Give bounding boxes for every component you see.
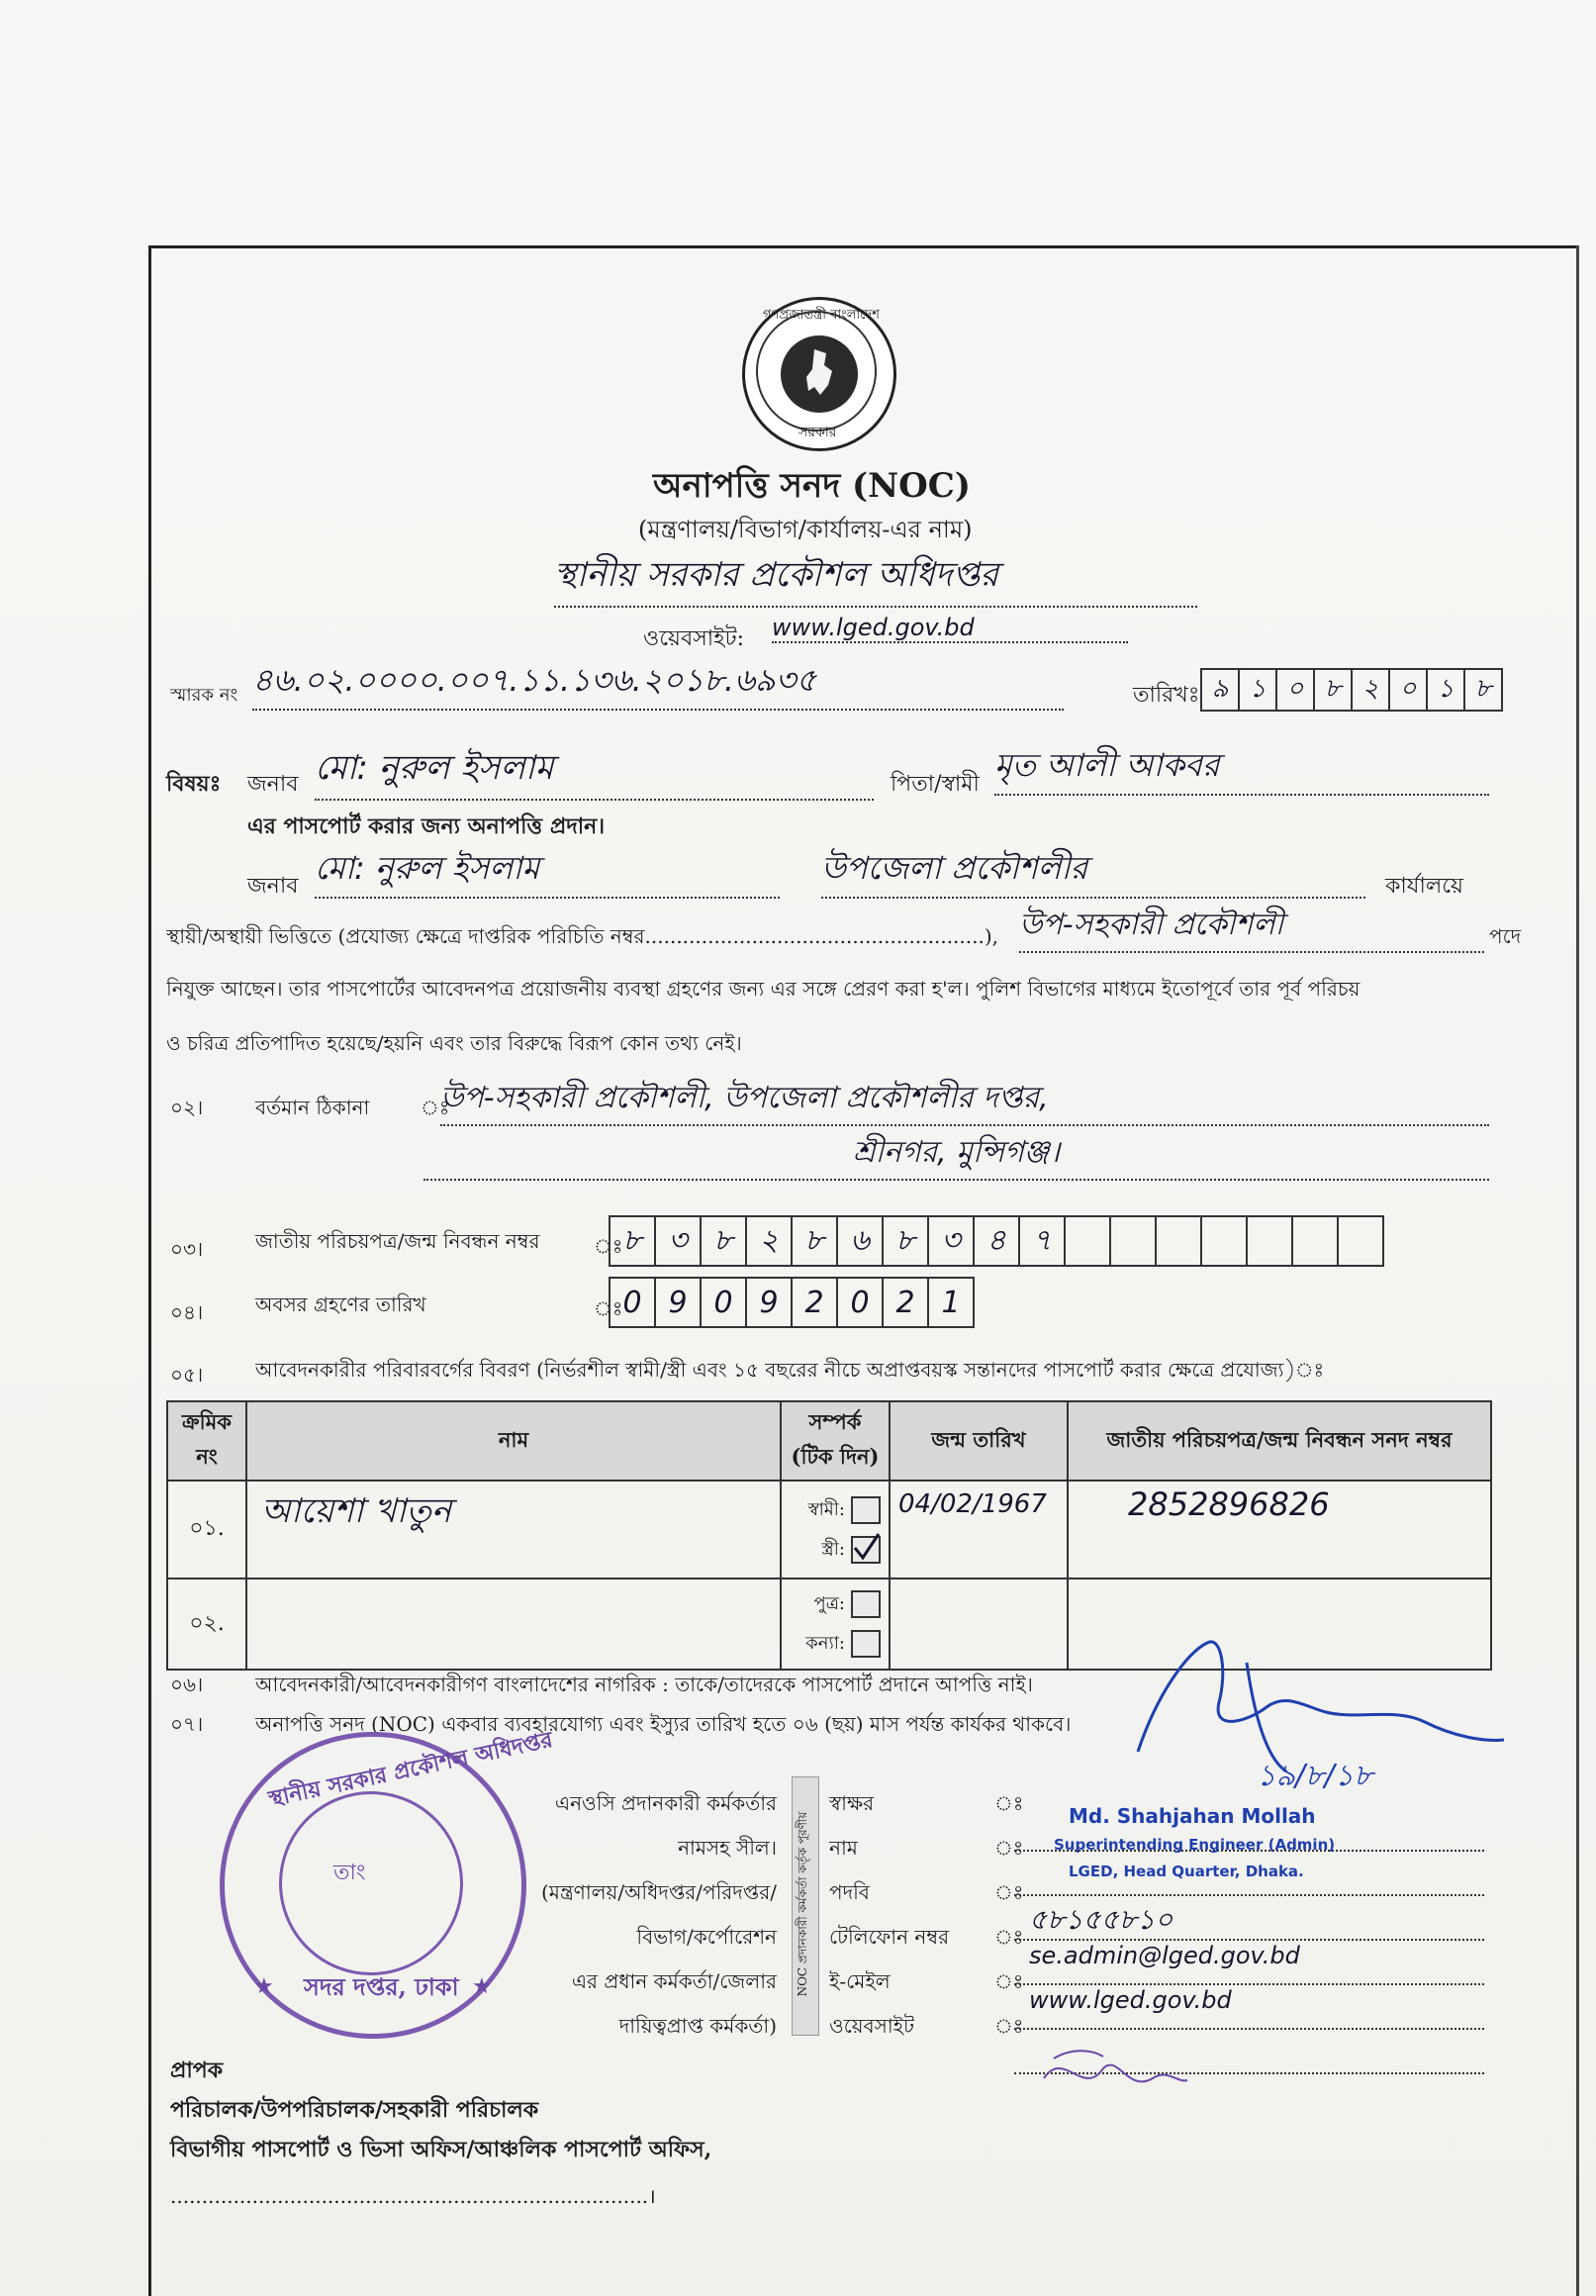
- date-digit-box: ৮: [1463, 668, 1503, 712]
- column-header-name: নাম: [246, 1401, 781, 1481]
- subject-label: বিষয়ঃ: [166, 771, 222, 797]
- officer-email: se.admin@lged.gov.bd: [1029, 1942, 1300, 1969]
- frame-top-border: [148, 245, 1578, 248]
- row-name: আয়েশা খাতুন: [246, 1481, 781, 1578]
- label-signature: স্বাক্ষর: [829, 1791, 875, 1815]
- nid-digit-box: ৮: [700, 1215, 747, 1267]
- stamp-star-right-icon: ★: [472, 1974, 492, 1999]
- retire-digit-box: 2: [882, 1277, 929, 1328]
- designation-handwritten: উপ-সহকারী প্রকৌশলী: [1019, 901, 1484, 953]
- item-07-number: ০৭।: [170, 1712, 204, 1736]
- relation-daughter-checkbox[interactable]: [851, 1630, 881, 1658]
- item-04-label: অবসর গ্রহণের তারিখ: [255, 1292, 426, 1316]
- row-dob: [890, 1578, 1068, 1670]
- stamp-outer-text: স্থানীয় সরকার প্রকৌশল অধিদপ্তর: [266, 1726, 555, 1813]
- retire-digit-box: 1: [927, 1277, 975, 1328]
- recipient-line-3: ............................................................................।: [170, 2184, 656, 2208]
- label-phone: টেলিফোন নম্বর: [829, 1925, 950, 1949]
- date-digit-box: ৯: [1200, 668, 1240, 712]
- relation-wife-checkbox[interactable]: [851, 1536, 881, 1564]
- initials-signature-icon: [1034, 2039, 1192, 2118]
- nid-digit-box: [1246, 1215, 1293, 1267]
- recipient-label: প্রাপক: [170, 2057, 224, 2083]
- retire-digit-box: 0: [700, 1277, 747, 1328]
- retire-digit-box: 9: [745, 1277, 793, 1328]
- body-paragraph-2: ও চরিত্র প্রতিপাদিত হয়েছে/হয়নি এবং তার বিরুদ্ধে বিরূপ কোন তথ্য নেই।: [166, 1031, 742, 1055]
- relation-husband-checkbox[interactable]: [851, 1496, 881, 1524]
- checkmark-icon: [851, 1532, 881, 1562]
- date-digit-box: ৮: [1313, 668, 1353, 712]
- item-04-number: ০৪।: [170, 1300, 204, 1324]
- item-04-colon: ঃ: [594, 1296, 623, 1320]
- government-emblem-seal: [742, 297, 896, 451]
- column-header-serial: ক্রমিক নং: [167, 1401, 246, 1481]
- stamp-inner-ring: [279, 1791, 463, 1975]
- body-paragraph-1: নিযুক্ত আছেন। তার পাসপোর্টের আবেদনপত্র প্রয়োজনীয় ব্যবস্থা গ্রহণের জন্য এর সঙ্গে প্রেরণ করা হ'ল। পুলিশ বিভাগের মাধ্যমে ইতোপূর্বে তার পূর্ব পরিচয়: [166, 977, 1361, 1001]
- item-07-text: অনাপত্তি সনদ (NOC) একবার ব্যবহারযোগ্য এবং ইস্যুর তারিখ হতে ০৬ (ছয়) মাস পর্যন্ত কার্যকর থাকবে।: [255, 1712, 1072, 1736]
- body-applicant-name: মো: নুরুল ইসলাম: [315, 843, 780, 899]
- nid-digit-box: [1291, 1215, 1339, 1267]
- date-digit-box: ০: [1388, 668, 1428, 712]
- subject-janab: জনাব: [247, 772, 299, 797]
- website-value: www.lged.gov.bd: [772, 614, 1128, 643]
- item-02-colon: ঃ: [421, 1096, 450, 1119]
- nid-number-boxes: [609, 1215, 1382, 1267]
- column-header-relation: সম্পর্ক (টিক দিন): [781, 1401, 890, 1481]
- retire-digit-box: 0: [836, 1277, 884, 1328]
- retire-digit-box: 2: [791, 1277, 838, 1328]
- officer-designation-stamp-1: Superintending Engineer (Admin): [1054, 1836, 1336, 1854]
- row-serial: ০১.: [167, 1481, 246, 1578]
- present-address-line-1: উপ-সহকারী প্রকৌশলী, উপজেলা প্রকৌশলীর দপ্তর,: [440, 1074, 1489, 1126]
- document-title: অনাপত্তি সনদ (NOC): [653, 466, 971, 506]
- row-nid: 2852896826: [1068, 1481, 1491, 1578]
- row-relation: [781, 1578, 890, 1670]
- website-label: ওয়েবসাইট:: [643, 626, 744, 651]
- label-website: ওয়েবসাইট: [829, 2014, 914, 2038]
- relation-son-checkbox[interactable]: [851, 1590, 881, 1618]
- signatory-line: দায়িত্বপ্রাপ্ত কর্মকর্তা): [618, 2014, 777, 2038]
- retire-digit-box: 9: [654, 1277, 702, 1328]
- noc-vertical-strip: [792, 1776, 819, 2036]
- nid-digit-box: [1200, 1215, 1248, 1267]
- designation-suffix: পদে: [1489, 924, 1522, 948]
- nid-digit-box: ৪: [973, 1215, 1020, 1267]
- subject-applicant-name: মো: নুরুল ইসলাম: [315, 742, 874, 801]
- subject-line2: এর পাসপোর্ট করার জন্য অনাপত্তি প্রদান।: [247, 813, 606, 839]
- signatory-line: বিভাগ/কর্পোরেশন: [636, 1925, 777, 1949]
- table-row: [167, 1481, 1491, 1578]
- item-03-label: জাতীয় পরিচয়পত্র/জন্ম নিবন্ধন নম্বর: [255, 1229, 540, 1253]
- nid-digit-box: ৩: [927, 1215, 975, 1267]
- signatory-colons: ঃ ঃ ঃ ঃ ঃ ঃ: [994, 1791, 1024, 2038]
- item-06-number: ০৬।: [170, 1673, 204, 1696]
- nid-digit-box: ৮: [791, 1215, 838, 1267]
- nid-digit-box: ৭: [1018, 1215, 1066, 1267]
- stamp-inner-text: তাং: [333, 1861, 366, 1885]
- item-05-number: ০৫।: [170, 1363, 204, 1387]
- relation-husband-label: স্বামী:: [807, 1498, 845, 1520]
- row-dob: 04/02/1967: [890, 1481, 1068, 1578]
- label-name: নাম: [829, 1836, 858, 1860]
- column-header-dob: জন্ম তারিখ: [890, 1401, 1068, 1481]
- signature-date: ১৯/৮/১৮: [1257, 1759, 1373, 1793]
- officer-website: www.lged.gov.bd: [1029, 1986, 1232, 2014]
- relation-son-label: পুত্র:: [813, 1593, 845, 1614]
- present-address-line-2: শ্রীনগর, মুন্সিগঞ্জ।: [423, 1128, 1489, 1181]
- date-digit-box: ১: [1426, 668, 1465, 712]
- nid-digit-box: [1064, 1215, 1111, 1267]
- signatory-left-text: [495, 1781, 777, 2049]
- permanent-temporary-line: স্থায়ী/অস্থায়ী ভিত্তিতে (প্রযোজ্য ক্ষেত্রে দাপ্তরিক পরিচিতি নম্বর......................................................),: [166, 924, 998, 948]
- item-03-colon: ঃ: [594, 1234, 623, 1258]
- father-label: পিতা/স্বামী: [891, 772, 980, 797]
- document-subtitle: (মন্ত্রণালয়/বিভাগ/কার্যালয়-এর নাম): [638, 516, 973, 543]
- office-name-handwritten: স্থানীয় সরকার প্রকৌশল অধিদপ্তর: [554, 549, 1197, 608]
- bangladesh-map-icon: [781, 335, 858, 413]
- label-email: ই-মেইল: [829, 1969, 891, 1993]
- signatory-line: এর প্রধান কর্মকর্তা/জেলার: [571, 1969, 777, 1993]
- row-relation: [781, 1481, 890, 1578]
- office-suffix: কার্যালয়ে: [1385, 874, 1464, 899]
- nid-digit-box: ৮: [609, 1215, 656, 1267]
- date-digit-box: ২: [1351, 668, 1390, 712]
- retirement-date-boxes: [609, 1277, 973, 1328]
- relation-daughter-label: কন্যা:: [805, 1633, 845, 1654]
- signatory-line: (মন্ত্রণালয়/অধিদপ্তর/পরিদপ্তর/: [540, 1880, 777, 1904]
- issue-date-boxes: [1200, 668, 1501, 712]
- memo-number: ৪৬.০২.০০০০.০০৭.১১.১৩৬.২০১৮.৬৯৩৫: [252, 655, 1064, 711]
- item-05-label: আবেদনকারীর পরিবারবর্গের বিবরণ (নির্ভরশীল স্বামী/স্ত্রী এবং ১৫ বছরের নীচে অপ্রাপ্তবয়স্ক সন্তানদের পাসপোর্ট করার ক্ষেত্রে প্রযোজ্য)ঃ: [255, 1358, 1325, 1382]
- relation-wife-label: স্ত্রী:: [821, 1538, 845, 1560]
- nid-digit-box: [1109, 1215, 1157, 1267]
- officer-designation-stamp-2: LGED, Head Quarter, Dhaka.: [1069, 1863, 1304, 1880]
- label-designation: পদবি: [829, 1880, 870, 1904]
- nid-digit-box: [1155, 1215, 1202, 1267]
- item-06-text: আবেদনকারী/আবেদনকারীগণ বাংলাদেশের নাগরিক : তাকে/তাদেরকে পাসপোর্ট প্রদানে আপত্তি নাই।: [255, 1673, 1033, 1696]
- emblem-center-icon: [781, 335, 858, 413]
- emblem-ring-text: গণপ্রজাতন্ত্রী বাংলাদেশ: [763, 308, 880, 323]
- date-label: তারিখঃ: [1133, 683, 1200, 708]
- frame-right-border: [1576, 245, 1579, 2296]
- table-header-row: [167, 1401, 1491, 1481]
- memo-label: স্মারক নং: [170, 685, 238, 706]
- date-digit-box: ০: [1275, 668, 1315, 712]
- nid-digit-box: ৩: [654, 1215, 702, 1267]
- body-office: উপজেলা প্রকৌশলীর: [821, 843, 1365, 899]
- item-03-number: ০৩।: [170, 1237, 204, 1261]
- officer-name-stamp: Md. Shahjahan Mollah: [1069, 1804, 1316, 1828]
- item-02-number: ০২।: [170, 1096, 204, 1119]
- column-header-nid: জাতীয় পরিচয়পত্র/জন্ম নিবন্ধন সনদ নম্বর: [1068, 1401, 1491, 1481]
- frame-left-border: [148, 245, 151, 2296]
- officer-phone: ৫৮১৫৫৮১০: [1029, 1903, 1174, 1936]
- signatory-line: এনওসি প্রদানকারী কর্মকর্তার: [554, 1791, 777, 1815]
- row-serial: ০২.: [167, 1578, 246, 1670]
- recipient-line-2: বিভাগীয় পাসপোর্ট ও ভিসা অফিস/আঞ্চলিক পাসপোর্ট অফিস,: [170, 2137, 712, 2162]
- signatory-labels: [829, 1781, 949, 2049]
- nid-digit-box: [1337, 1215, 1384, 1267]
- nid-digit-box: ২: [745, 1215, 793, 1267]
- nid-digit-box: ৮: [882, 1215, 929, 1267]
- row-name: [246, 1578, 781, 1670]
- recipient-line-1: পরিচালক/উপপরিচালক/সহকারী পরিচালক: [170, 2097, 539, 2123]
- body-janab: জনাব: [247, 874, 299, 899]
- retire-digit-box: 0: [609, 1277, 656, 1328]
- signatory-line: নামসহ সীল।: [678, 1836, 777, 1860]
- stamp-bottom-text: সদর দপ্তর, ঢাকা: [304, 1972, 459, 2001]
- father-name: মৃত আলী আকবর: [994, 740, 1489, 796]
- nid-digit-box: ৬: [836, 1215, 884, 1267]
- stamp-star-left-icon: ★: [254, 1974, 274, 1999]
- noc-vertical-text: NOC প্রদানকারী কর্মকর্তা কর্তৃক পূরণীয়: [796, 1811, 809, 1997]
- office-seal-stamp: [220, 1726, 555, 2039]
- date-digit-box: ১: [1238, 668, 1277, 712]
- item-02-label: বর্তমান ঠিকানা: [255, 1096, 370, 1119]
- emblem-bottom-text: সরকার: [798, 425, 837, 440]
